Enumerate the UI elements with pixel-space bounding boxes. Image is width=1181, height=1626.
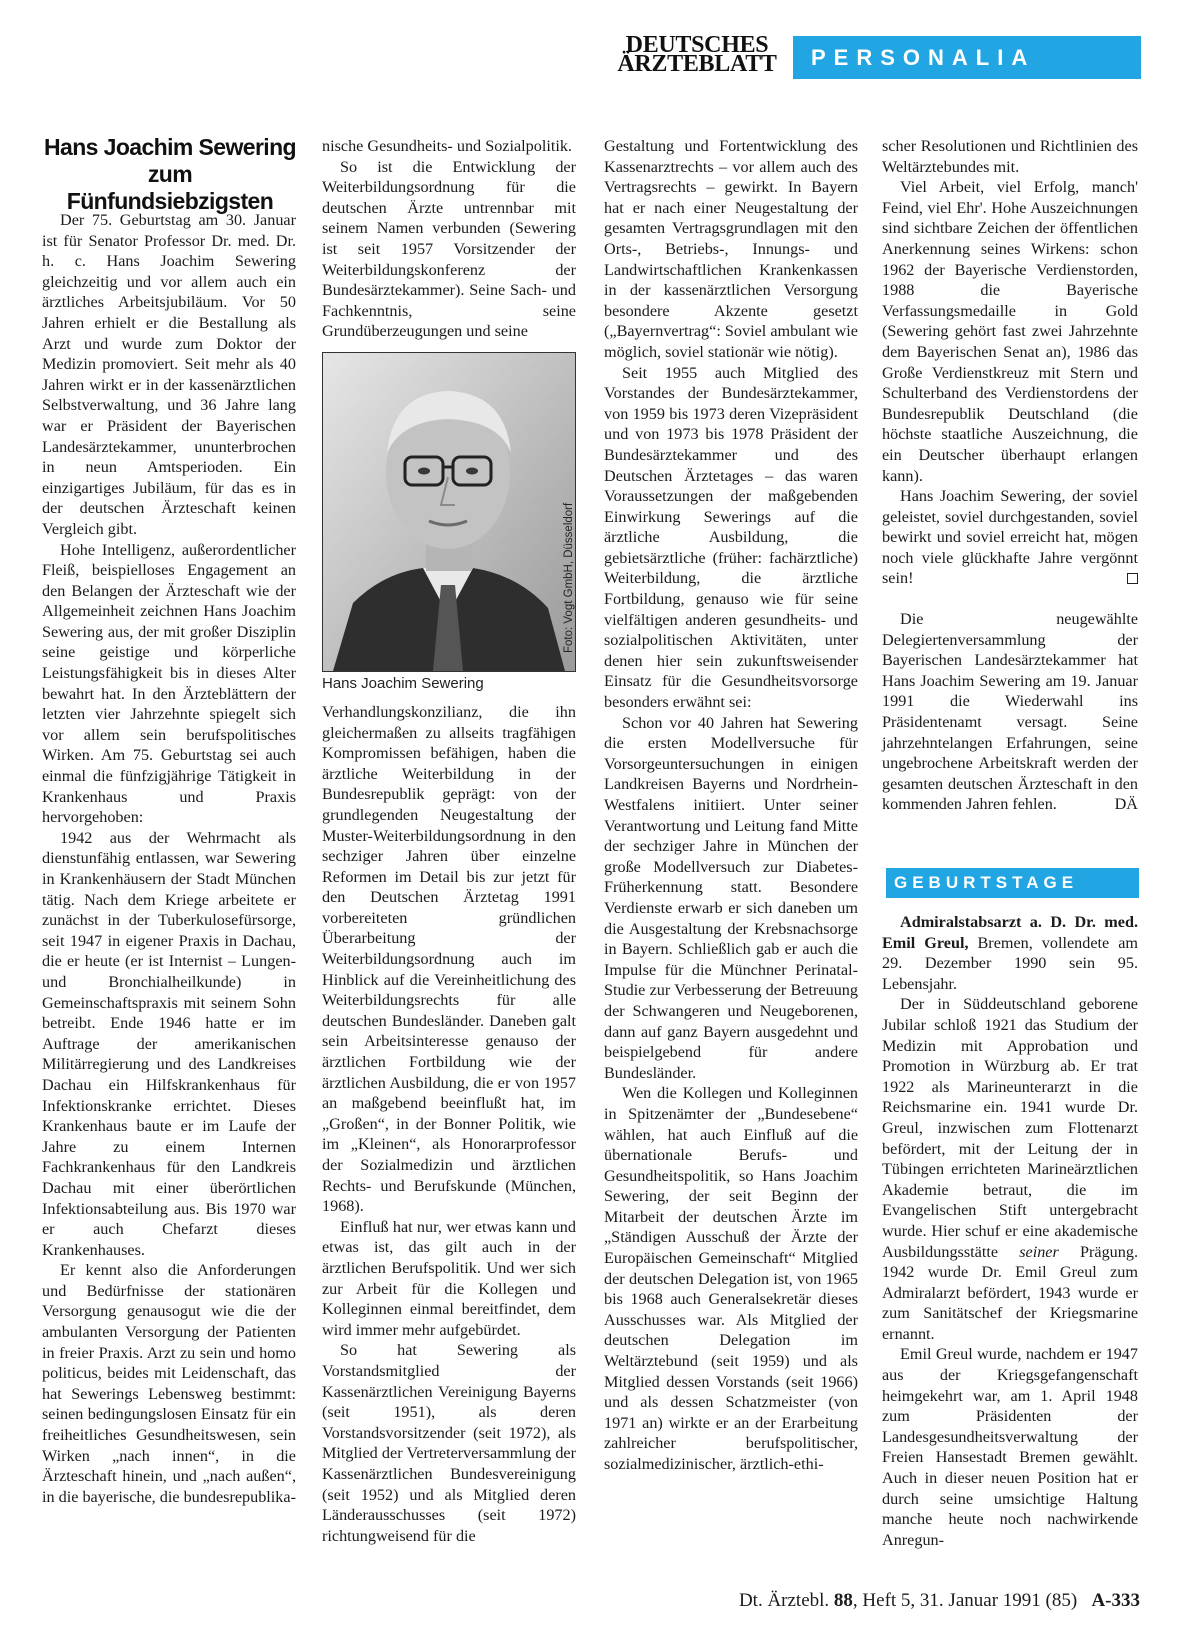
section-header-birthdays: GEBURTSTAGE <box>886 868 1139 898</box>
section-header: PERSONALIA <box>793 36 1141 79</box>
article-column-4 <box>882 136 1138 815</box>
photo-credit: Foto: Vogt GmbH, Düsseldorf <box>563 502 575 653</box>
footer-issue: , Heft 5, 31. Januar 1991 (85) <box>852 1590 1078 1611</box>
paragraph: Gestaltung und Fortentwicklung des Kassenarztrechts – vor allem auch des Vertragsrechts – gewirkt. In Bayern hat er nach einer Neugestaltung der gesamten Vertragsgrundlagen mit den Orts-, Betriebs-, Innungs- und Landwirtschaftlichen Krankenkassen in der kassenärztlichen Versorgung besondere Akzente gesetzt („Bayernvertrag“: Soviel ambulant wie möglich, soviel stationär wie nötig). <box>604 137 858 361</box>
article-column-2 <box>322 136 576 1546</box>
paragraph: Viel Arbeit, viel Erfolg, manch' Feind, viel Ehr'. Hohe Auszeichnungen sind sichtbare Zeichen der öffentlichen Anerkennung seines Wirkens: schon 1962 der Bayerische Verdienstorden, 1988 die Bayerische Verfassungsmedaille in Gold (Sewering gehört fast zwei Jahrzehnte dem Bayerischen Senat an), 1986 das Große Verdienstkreuz mit Stern und Schulterband des Verdienstordens der Bundesrepublik Deutschland (die höchste staatliche Auszeichnung, die ein Deutscher überhaupt erlangen kann). <box>882 178 1138 485</box>
paragraph-text: Der in Süddeutschland geborene Jubilar schloß 1921 das Studium der Medizin mit Approbation und Promotion in Würzburg ab. Er trat 1922 als Marineunterarzt in die Reichsmarine ein. 1941 wurde Dr. Greul, inzwischen zum Flottenarzt befördert, mit der Leitung der in Tübingen errichteten Marineärztlichen Akademie betraut, die im Evangelischen Stift untergebracht wurde. Hier schuf er eine akademische Ausbildungsstätte <box>882 995 1138 1261</box>
masthead-logo <box>606 32 788 77</box>
paragraph: So ist die Entwicklung der Weiterbildungsordnung für die deutschen Ärzte untrennbar mit seinem Namen verbunden (Sewering ist seit 1957 Vorsitzender der Weiterbildungskonferenz der Bundesärztekammer). Seine Sach- und Fachkenntnis, seine Grundüberzeugungen und seine <box>322 157 576 341</box>
closing-wish: Hans Joachim Sewering, der soviel geleistet, soviel durchgestanden, soviel bewirkt und soviel erreicht hat, mögen noch viele glückhafte Jahre vergönnt sein! <box>882 487 1138 588</box>
person-name: Admiralstabsarzt a. D. Dr. med. Emil Greul, <box>882 913 1138 952</box>
article-column-3 <box>604 136 858 1475</box>
paragraph-text: Prägung. 1942 wurde Dr. Emil Greul zum Admiralarzt befördert, 1943 wurde er zum Sanitätschef der Kriegsmarine ernannt. <box>882 1242 1138 1343</box>
article-column-1 <box>42 210 296 1507</box>
paragraph: Emil Greul wurde, nachdem er 1947 aus der Kriegsgefangenschaft heimgekehrt war, am 1. April 1948 zum Präsidenten der Landesgesundheitsverwaltung der Freien Hansestadt Bremen gewählt. Auch in dieser neuen Position hat er durch seine umsichtige Haltung manche heute noch nachwirkende Anregun- <box>882 1345 1138 1549</box>
footer-volume: 88 <box>833 1590 853 1611</box>
birthdays-column <box>882 912 1138 1550</box>
portrait-photo <box>322 352 576 672</box>
paragraph: Der 75. Geburtstag am 30. Januar ist für Senator Professor Dr. med. Dr. h. c. Hans Joachim Sewering gleichzeitig und vor allem auch ein ärztliches Arbeitsjubiläum. Vor 50 Jahren erhielt er die Bestallung als Arzt und wurde zum Doktor der Medizin promoviert. Seit mehr als 40 Jahren wirkt er in der kassenärztlichen Selbstverwaltung, und 36 Jahre lang war er Präsident der Bayerischen Landesärztekammer, ununterbrochen in neun Amtsperioden. Ein einzigartiges Jubiläum, für das es in der deutschen Ärzteschaft keinen Vergleich gibt. <box>42 211 296 538</box>
author-initials: DÄ <box>1114 795 1138 814</box>
emphasis: seiner <box>1019 1242 1059 1261</box>
masthead-line1: DEUTSCHES <box>625 32 769 58</box>
paragraph: Wen die Kollegen und Kolleginnen in Spitzenämter der „Bundesebene“ wählen, hat auch Einfluß auf die übernationale Berufs- und Gesundheitspolitik, so Hans Joachim Sewering, der seit Beginn der Mitarbeit der deutschen Ärzte im „Ständigen Ausschuß der Ärzte der Europäischen Gemeinschaft“ Mitglied der deutschen Delegation ist, von 1965 bis 1968 auch Generalsekretär dieses Ausschusses war. Als Mitglied der deutschen Delegation im Weltärztebund (seit 1959) und als Mitglied dessen Vorstands (seit 1966) und als dessen Schatzmeister (von 1971 an) wirkte er an der Erarbeitung zahlreicher berufspolitischer, sozialmedizinischer, ärztlich-ethi- <box>604 1084 858 1473</box>
paragraph: So hat Sewering als Vorstandsmitglied der Kassenärztlichen Vereinigung Bayerns (seit 1951), als deren Vorstandsvorsitzender (seit 1972), als Mitglied der Vertreterversammlung der Kassenärztlichen Bundesvereinigung (seit 1952) und als Mitglied deren Länderausschusses (seit 1972) richtungweisend für die <box>322 1341 576 1545</box>
paragraph <box>882 994 1138 1344</box>
page-footer <box>640 1590 1140 1612</box>
paragraph <box>882 486 1138 589</box>
paragraph: Einfluß hat nur, wer etwas kann und etwas ist, das gilt auch in der ärztlichen Berufspolitik. Und wer sich zur Arbeit für die Kollegen und Kolleginnen einmal bereitfindet, dem wird immer mehr aufgebürdet. <box>322 1217 576 1339</box>
masthead-line2: ÄRZTEBLATT <box>617 51 777 77</box>
footer-journal: Dt. Ärztebl. <box>738 1590 834 1611</box>
paragraph: Seit 1955 auch Mitglied des Vorstandes der Bundesärztekammer, von 1959 bis 1973 deren Vizepräsident und von 1973 bis 1978 Präsident der Bundesärztekammer und des Deutschen Ärztetages – das waren Voraussetzungen der maßgebenden Einwirkung Sewerings auf die ärztliche Ausbildung, die gebietsärztliche (früher: fachärztliche) Weiterbildung, die ärztliche Fortbildung, genauso wie für seine vielfältigen anderen gesundheits- und sozialpolitischen Aktivitäten, unter denen hier sein zukunftsweisender Einsatz für die Gesundheitsvorsorge besonders erwähnt sei: <box>604 363 858 712</box>
paragraph: Verhandlungskonzilianz, die ihn gleichermaßen zu allseits tragfähigen Kompromissen befähigen, haben die ärztliche Weiterbildung in der Bundesrepublik geprägt: von der grundlegenden Neugestaltung der Muster-Weiterbildungsordnung in den sechziger Jahren über einzelne Reformen im Detail bis zur jetzt für den Deutschen Ärztetag 1991 vorbereiteten gründlichen Überarbeitung der Weiterbildungsordnung auch im Hinblick auf die Vereinheitlichung des Weiterbildungsrechts für alle deutschen Bundesländer. Daneben galt sein Arbeitsinteresse genauso der ärztlichen Fortbildung wie der ärztlichen Ausbildung, die er von 1957 an maßgebend beeinflußt hat, im „Großen“, in der Bonner Politik, wie im „Kleinen“, als Honorarprofessor der Sozialmedizin und ärztlichen Rechts- und Berufskunde (München, 1968). <box>322 702 576 1216</box>
photo-caption: Hans Joachim Sewering <box>322 674 484 692</box>
paragraph: nische Gesundheits- und Sozialpolitik. <box>322 137 572 155</box>
paragraph <box>882 609 1138 815</box>
footer-page-number: A-333 <box>1091 1590 1140 1611</box>
paragraph: 1942 aus der Wehrmacht als dienstunfähig entlassen, war Sewering in Krankenhäusern der Stadt München tätig. Nach dem Kriege arbeitete er zunächst in der Tuberkulosefürsorge, seit 1947 in eigener Praxis in Dachau, die er heute (er ist Internist – Lungen- und Bronchialheilkunde) in Gemeinschaftspraxis mit seinem Sohn betreibt. Ende 1946 hatte er im Auftrage der amerikanischen Militärregierung und des Landkreises Dachau ein Hilfskrankenhaus für Infektionskranke errichtet. Dieses Krankenhaus baute er im Laufe der Jahre zu einem Internen Fachkrankenhaus für den Landkreis Dachau mit einer überörtlichen Infektionsabteilung aus. Bis 1970 war er auch Chefarzt dieses Krankenhauses. <box>42 828 296 1259</box>
paragraph: Hohe Intelligenz, außerordentlicher Fleiß, beispielloses Engagement an den Belangen der Ärzteschaft wie der Allgemeinheit zeichnen Hans Joachim Sewering aus, der mit großer Disziplin seine geistige und körperliche Leistungsfähigkeit bis in dieses Alter bewahrt hat. In den Ärzteblättern der letzten vier Jahrzehnte spiegelt sich vor allem sein berufspolitisches Wirken. Am 75. Geburtstag sei auch einmal die fünfzigjährige Tätigkeit in Krankenhaus und Praxis hervorgehoben: <box>42 540 296 827</box>
article-headline: Hans Joachim Sewering zum Fünfundsiebzigsten <box>44 134 296 214</box>
paragraph-text: Bremen, vollendete am 29. Dezember 1990 sein 95. Lebensjahr. <box>882 933 1138 993</box>
paragraph <box>882 912 1138 994</box>
end-of-article-mark <box>1127 573 1138 584</box>
paragraph: Schon vor 40 Jahren hat Sewering die ersten Modellversuche für Vorsorgeuntersuchungen in einigen Landkreisen Bayerns und Nordrhein-Westfalens initiiert. Unter seiner Verantwortung und Leitung fand Mitte der sechziger Jahre in München der große Modellversuch zur Diabetes-Früherkennung statt. Besondere Verdienste erwarb er sich daneben um die Ausgestaltung der Krebsnachsorge in Bayern. Schließlich gab er auch die Impulse für die Münchner Perinatal-Studie zur Verbesserung der Betreuung der Schwangeren und Neugeborenen, dann auf ganz Bayern ausgedehnt und beispielgebend für andere Bundesländer. <box>604 713 858 1082</box>
paragraph: Er kennt also die Anforderungen und Bedürfnisse der stationären Versorgung genausogut wie die der ambulanten Versorgung der Patienten in freier Praxis. Arzt zu sein und homo politicus, beides mit Leidenschaft, das hat Sewerings Lebensweg bestimmt: seinen bedingungslosen Einsatz für ein freiheitliches Gesundheitswesen, sein Wirken „nach innen“, in die Ärzteschaft hinein, und „nach außen“, in die bayerische, die bundesrepublika- <box>42 1261 296 1506</box>
portrait-image <box>323 353 575 671</box>
notice-text: Die neugewählte Delegiertenversammlung der Bayerischen Landesärztekammer hat Hans Joachim Sewering am 19. Januar 1991 die Wiederwahl ins Präsidentenamt versagt. Seine jahrzehntelangen Erfahrungen, seine ungebrochene Arbeitskraft werden der gesamten deutschen Ärzteschaft in den kommenden Jahren fehlen. <box>882 610 1138 814</box>
paragraph: scher Resolutionen und Richtlinien des Weltärztebundes mit. <box>882 137 1138 176</box>
